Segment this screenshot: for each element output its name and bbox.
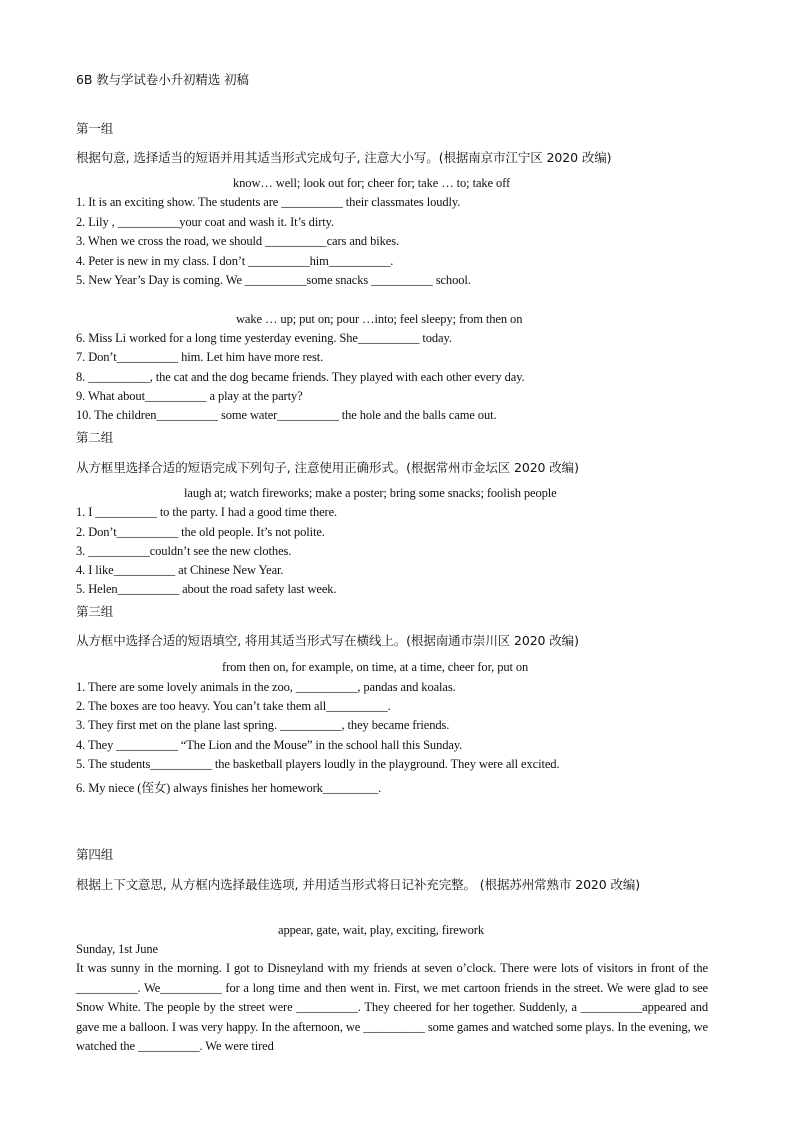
group2-item-3: 3. __________couldn’t see the new clothes. — [76, 544, 292, 558]
group3-item-6: 6. My niece (侄女) always finishes her homework_________. — [76, 781, 382, 795]
group1-item-6: 6. Miss Li worked for a long time yesterday evening. She__________ today. — [76, 331, 452, 345]
group4-instruction: 根据上下文意思, 从方框内选择最佳选项, 并用适当形式将日记补充完整。 (根据苏州常熟市 2020 改编) — [76, 877, 641, 892]
group1-item-8: 8. __________, the cat and the dog became friends. They played with each other every day. — [76, 370, 525, 384]
diary-date: Sunday, 1st June — [76, 942, 158, 956]
group1-item-2: 2. Lily , __________your coat and wash it. It’s dirty. — [76, 215, 334, 229]
group1-item-1: 1. It is an exciting show. The students are __________ their classmates loudly. — [76, 195, 461, 209]
group2-item-4: 4. I like__________ at Chinese New Year. — [76, 563, 284, 577]
group1-item-3: 3. When we cross the road, we should __________cars and bikes. — [76, 234, 400, 248]
group2-title: 第二组 — [76, 430, 114, 445]
group2-item-1: 1. I __________ to the party. I had a good time there. — [76, 505, 338, 519]
group2-instruction: 从方框里选择合适的短语完成下列句子, 注意使用正确形式。(根据常州市金坛区 2020 改编) — [76, 460, 579, 475]
group2-item-5: 5. Helen__________ about the road safety last week. — [76, 582, 337, 596]
group3-item-5: 5. The students__________ the basketball players loudly in the playground. They were all excited. — [76, 757, 560, 771]
group1-phrase-box-b: wake … up; put on; pour …into; feel sleepy; from then on — [236, 312, 523, 326]
diary-passage: It was sunny in the morning. I got to Disneyland with my friends at seven o’clock. There were lots of visitors in front of the __________. We__________ for a long time and then went in. First, we met cartoon friends in the street. We were glad to see Snow White. The people by the street were __________. They cheered for her together. Suddenly, a __________appeared and gave me a balloon. I was very happy. In the afternoon, we __________ some games and watched some plays. In the evening, we watched the __________. We were tired — [76, 961, 708, 1053]
group1-phrase-box-a: know… well; look out for; cheer for; take … to; take off — [233, 176, 511, 190]
group1-item-10: 10. The children__________ some water__________ the hole and the balls came out. — [76, 408, 497, 422]
group4-phrase-box: appear, gate, wait, play, exciting, firework — [278, 923, 485, 937]
group1-item-9: 9. What about__________ a play at the party? — [76, 389, 303, 403]
group3-instruction: 从方框中选择合适的短语填空, 将用其适当形式写在横线上。(根据南通市崇川区 2020 改编) — [76, 633, 579, 648]
document-title: 6B 教与学试卷小升初精选 初稿 — [76, 72, 249, 87]
group1-title: 第一组 — [76, 121, 114, 136]
group4-title: 第四组 — [76, 847, 114, 862]
group2-item-2: 2. Don’t__________ the old people. It’s not polite. — [76, 525, 325, 539]
group3-item-3: 3. They first met on the plane last spring. __________, they became friends. — [76, 718, 450, 732]
group3-item-1: 1. There are some lovely animals in the zoo, __________, pandas and koalas. — [76, 680, 456, 694]
group1-item-4: 4. Peter is new in my class. I don’t __________him__________. — [76, 254, 394, 268]
group1-item-5: 5. New Year’s Day is coming. We __________some snacks __________ school. — [76, 273, 471, 287]
group3-title: 第三组 — [76, 604, 114, 619]
group1-item-7: 7. Don’t__________ him. Let him have more rest. — [76, 350, 324, 364]
group2-phrase-box: laugh at; watch fireworks; make a poster; bring some snacks; foolish people — [184, 486, 557, 500]
group3-phrase-box: from then on, for example, on time, at a time, cheer for, put on — [222, 660, 529, 674]
group1-instruction: 根据句意, 选择适当的短语并用其适当形式完成句子, 注意大小写。(根据南京市江宁区 2020 改编) — [76, 150, 612, 165]
group3-item-2: 2. The boxes are too heavy. You can’t take them all__________. — [76, 699, 391, 713]
group3-item-4: 4. They __________ “The Lion and the Mouse” in the school hall this Sunday. — [76, 738, 463, 752]
